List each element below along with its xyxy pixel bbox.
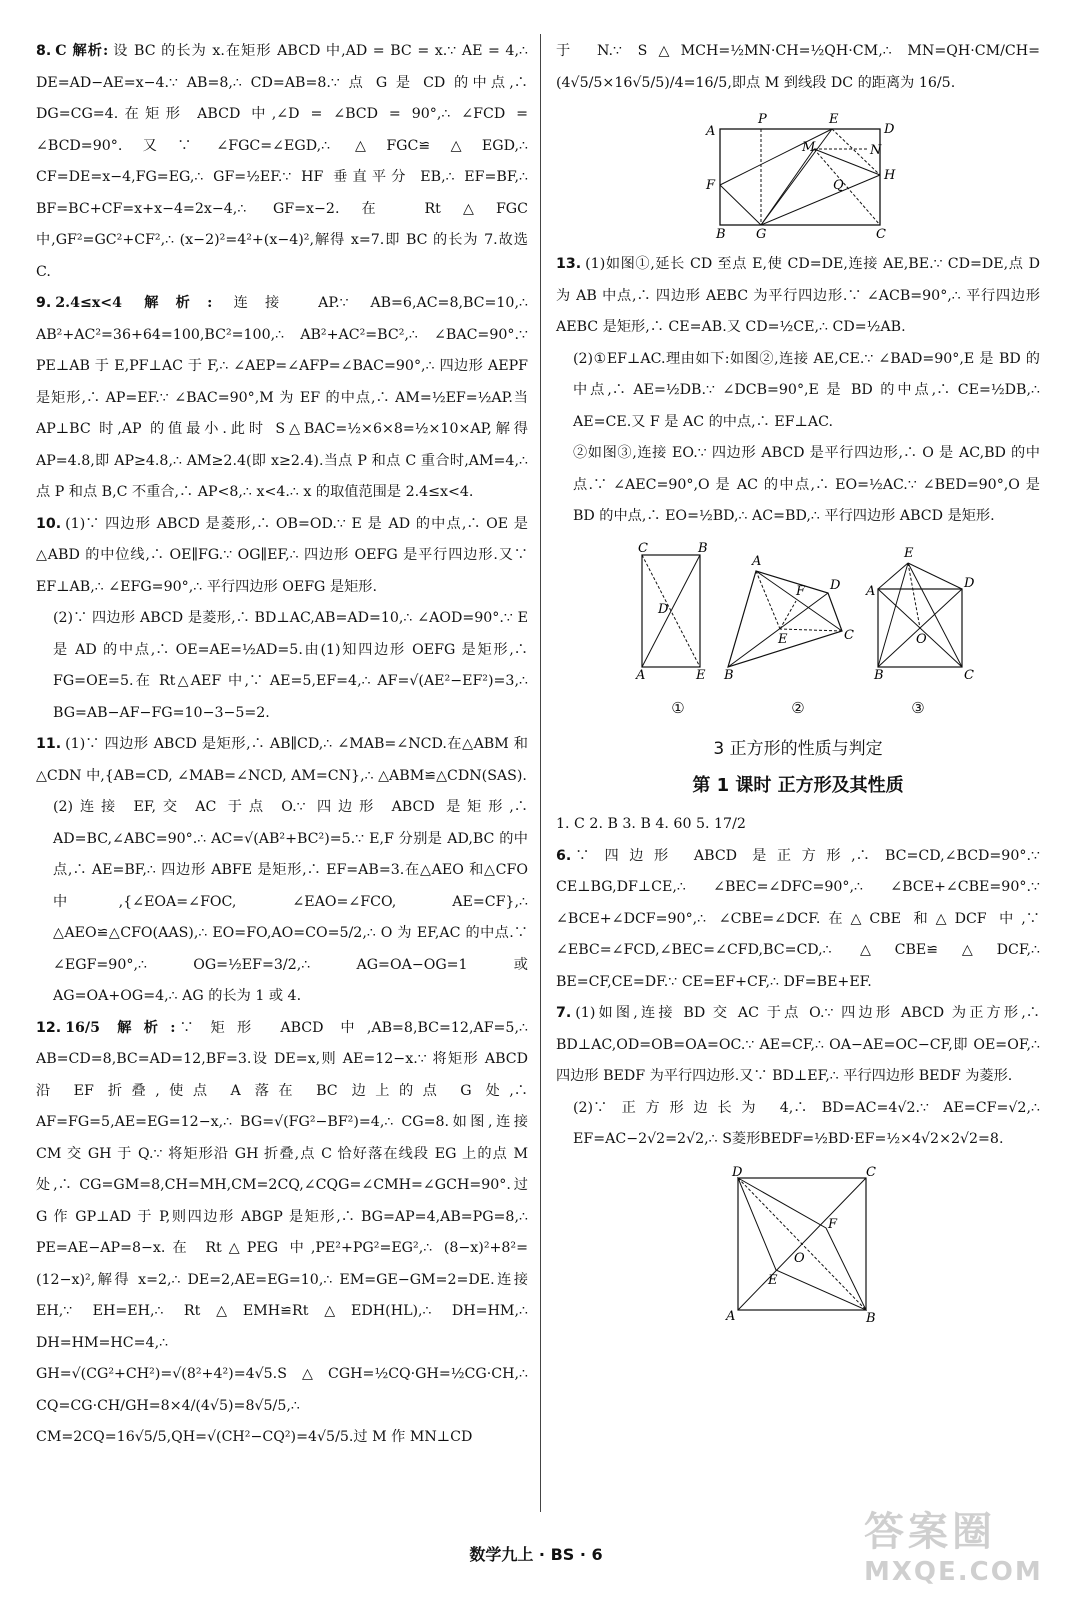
label-c: C bbox=[964, 667, 974, 683]
label-a: A bbox=[706, 124, 716, 139]
label-f: F bbox=[796, 583, 806, 599]
label-n: N bbox=[870, 143, 882, 158]
answer-tag: 2.4≤x<4 解析: bbox=[55, 295, 213, 311]
label-g: G bbox=[756, 227, 767, 242]
label-c: C bbox=[876, 227, 886, 242]
label-d: D bbox=[658, 601, 669, 617]
item-number: 8. bbox=[36, 43, 52, 59]
three-quadrilateral-diagrams bbox=[628, 540, 975, 693]
figure-q12 bbox=[556, 109, 1040, 242]
answer-6 bbox=[556, 841, 1040, 999]
answer-text: 设 BC 的长为 x.在矩形 ABCD 中,AD = BC = x.∵ AE = 4,∴ DE=AD−AE=x−4.∵ AB=8,∴ CD=AB=8.∵ 点 G 是 CD 的中点,∴ DG=CG=4.在矩形 ABCD 中,∠D = ∠BCD = 90°,∴ ∠FCD = ∠BCD=90°.又∵ ∠FGC=∠EGD,∴ △FGC≌△EGD,∴ CF=DE=x−4,FG=EG,∴ GF=½EF.∵ HF 垂直平分 EB,∴ EF=BF,∴ BF=BC+CF=x+x−4=2x−4,∴ GF=x−2.在 Rt△FGC 中,GF²=GC²+CF²,∴ (x−2)²=4²+(x−4)²,解得 x=7.即 BC 的长为 7.故选 C. bbox=[36, 43, 528, 280]
label-e: E bbox=[829, 112, 839, 127]
label-h: H bbox=[884, 168, 896, 183]
page-footer: 数学九上 · BS · 6 bbox=[469, 1545, 603, 1564]
answer-text: ∵ 矩形 ABCD 中,AB=8,BC=12,AF=5,∴ AB=CD=8,BC=AD=12,BF=3.设 DE=x,则 AE=12−x.∵ 将矩形 ABCD 沿 EF 折叠,使点 A 落在 BC 边上的点 G 处,∴ AF=FG=5,AE=EG=12−x,∴ BG=√(FG²−BF²)=4,∴ CG=8.如图,连接 CM 交 GH 于 Q.∵ 将矩形沿 GH 折叠,点 C 恰好落在线段 EG 上的点 M 处,∴ CG=GM=8,CH=MH,CM=2CQ,∠CQG=∠CMH=∠GCH=90°.过 G 作 GP⊥AD 于 P,则四边形 ABGP 是矩形,∴ BG=AP=4,AB=PG=8,∴ PE=AE−AP=8−x.在 Rt△PEG 中,PE²+PG²=EG²,∴ (8−x)²+8²=(12−x)²,解得 x=2,∴ DE=2,AE=EG=10,∴ EM=GE−GM=2=DE.连接 EH,∵ EH=EH,∴ Rt△EMH≌Rt△EDH(HL),∴ DH=HM,∴ DH=HM=HC=4,∴ GH=√(CG²+CH²)=√(8²+4²)=4√5.S△CGH=½CQ·GH=½CG·CH,∴ CQ=CG·CH/GH=8×4/(4√5)=8√5/5,∴ CM=2CQ=16√5/5,QH=√(CH²−CQ²)=4√5/5.过 M 作 MN⊥CD bbox=[36, 1019, 528, 1445]
label-p: P bbox=[758, 112, 767, 127]
answer-text: (2)∵ 正方形边长为 4,∴ BD=AC=4√2.∵ AE=CF=√2,∴ EF=AC−2√2=2√2,∴ S菱形BEDF=½BD·EF=½×4√2×2√2=8. bbox=[573, 1099, 1040, 1147]
answer-7-2 bbox=[556, 1093, 1040, 1156]
section-heading: 3 正方形的性质与判定 bbox=[713, 739, 883, 759]
answer-text: 连接 AP.∵ AB=6,AC=8,BC=10,∴ AB²+AC²=36+64=100,BC²=100,∴ AB²+AC²=BC²,∴ ∠BAC=90°.∵ PE⊥AB 于 E,PF⊥AC 于 F,∴ ∠AEP=∠AFP=∠BAC=90°,∴ 四边形 AEPF 是矩形,∴ AP=EF.∵ ∠BAC=90°,M 为 EF 的中点,∴ AM=½EF=½AP.当 AP⊥BC 时,AP 的值最小.此时 S△BAC=½×6×8=½×10×AP,解得 AP=4.8,即 AP≥4.8,∴ AM≥2.4(即 x≥2.4).当点 P 和点 C 重合时,AM=4,∴ 点 P 和点 B,C 不重合,∴ AP<8,∴ x<4.∴ x 的取值范围是 2.4≤x<4. bbox=[36, 295, 528, 500]
label-a: A bbox=[866, 583, 876, 599]
item-number: 13. bbox=[556, 256, 582, 272]
label-a: A bbox=[752, 553, 762, 569]
label-q: Q bbox=[833, 178, 844, 193]
item-number: 10. bbox=[36, 515, 62, 532]
label-m: M bbox=[802, 140, 816, 155]
answer-text: ∵ 四边形 ABCD 是正方形,∴ BC=CD,∠BCD=90°.∵ CE⊥BG,DF⊥CE,∴ ∠BEC=∠DFC=90°,∴ ∠BCE+∠CBE=90°.∵ ∠BCE+∠DCF=90°,∴ ∠CBE=∠DCF.在△CBE 和△DCF 中,∵ ∠EBC=∠FCD,∠BEC=∠CFD,BC=CD,∴ △CBE≌△DCF,∴ BE=CF,CE=DF.∵ CE=EF+CF,∴ DF=BE+EF. bbox=[556, 847, 1040, 990]
answer-10-1 bbox=[36, 509, 528, 604]
right-column bbox=[556, 36, 1040, 1336]
item-number: 11. bbox=[36, 736, 62, 752]
caption-2: ② bbox=[791, 698, 805, 717]
item-number: 9. bbox=[36, 295, 52, 311]
answer-text: 1. C 2. B 3. B 4. 60 5. 17/2 bbox=[556, 816, 746, 832]
watermark-title: 答案圈 bbox=[864, 1509, 996, 1555]
answer-text: (2)①EF⊥AC.理由如下:如图②,连接 AE,CE.∵ ∠BAD=90°,E 是 BD 的中点,∴ AE=½DB.∵ ∠DCB=90°,E 是 BD 的中点,∴ CE=½DB,∴ AE=CE.又 F 是 AC 的中点,∴ EF⊥AC. bbox=[573, 350, 1040, 430]
answer-12-continued bbox=[556, 36, 1040, 99]
column-divider bbox=[540, 34, 541, 1512]
label-b: B bbox=[866, 1310, 876, 1326]
label-c: C bbox=[638, 540, 648, 556]
answer-text: ②如图③,连接 EO.∵ 四边形 ABCD 是平行四边形,∴ O 是 AC,BD 的中点.∵ ∠AEC=90°,O 是 AC 的中点,∴ EO=½AC.∵ ∠BED=90°,O 是 BD 的中点,∴ EO=½BD,∴ AC=BD,∴ 平行四边形 ABCD 是矩形. bbox=[573, 445, 1040, 524]
figure-q7 bbox=[556, 1166, 1040, 1326]
answer-text: (1)如图,连接 BD 交 AC 于点 O.∵ 四边形 ABCD 为正方形,∴ BD⊥AC,OD=OB=OA=OC.∵ AE=CF,∴ OA−AE=OC−CF,即 OE=OF,∴ 四边形 BEDF 为平行四边形.又∵ BD⊥EF,∴ 平行四边形 BEDF 为菱形. bbox=[556, 1005, 1040, 1084]
label-e: E bbox=[768, 1272, 778, 1288]
caption-1: ① bbox=[671, 698, 685, 717]
label-b: B bbox=[716, 227, 726, 242]
answer-text: (2)连接 EF,交 AC 于点 O.∵ 四边形 ABCD 是矩形,∴ AD=BC,∠ABC=90°.∴ AC=√(AB²+BC²)=5.∵ E,F 分别是 AD,BC 的中点,∴ AE=BF,∴ 四边形 ABFE 是矩形,∴ EF=AB=3.在△AEO 和△CFO 中,{∠EOA=∠FOC, ∠EAO=∠FCO, AE=CF},∴ △AEO≌△CFO(AAS),∴ EO=FO,AO=CO=5/2,∴ O 为 EF,AC 的中点.∵ ∠EGF=90°,∴ OG=½EF=3/2,∴ AG=OA−OG=1 或 AG=OA+OG=4,∴ AG 的长为 1 或 4. bbox=[53, 799, 528, 1004]
label-b: B bbox=[698, 540, 708, 556]
label-d: D bbox=[964, 575, 975, 591]
label-d: D bbox=[732, 1164, 743, 1180]
label-o: O bbox=[916, 631, 927, 647]
answer-12 bbox=[36, 1013, 528, 1454]
label-d: D bbox=[830, 577, 841, 593]
label-d: D bbox=[884, 122, 895, 137]
label-f: F bbox=[706, 178, 716, 193]
label-e: E bbox=[778, 631, 788, 647]
figure-captions bbox=[618, 693, 978, 725]
answer-13-2a bbox=[556, 344, 1040, 439]
answer-text: (1)∵ 四边形 ABCD 是矩形,∴ AB∥CD,∴ ∠MAB=∠NCD.在△ABM 和△CDN 中,{AB=CD, ∠MAB=∠NCD, AM=CN},∴ △ABM≌△CDN(SAS). bbox=[36, 736, 528, 784]
label-e: E bbox=[696, 667, 706, 683]
answer-text: (1)∵ 四边形 ABCD 是菱形,∴ OB=OD.∵ E 是 AD 的中点,∴ OE 是△ABD 的中位线,∴ OE∥FG.∵ OG∥EF,∴ 四边形 OEFG 是平行四边形.又∵ EF⊥AB,∴ ∠EFG=90°,∴ 平行四边形 OEFG 是矩形. bbox=[36, 515, 528, 595]
label-c: C bbox=[844, 627, 854, 643]
label-b: B bbox=[874, 667, 884, 683]
item-number: 12. bbox=[36, 1019, 62, 1036]
site-watermark bbox=[864, 1500, 1044, 1590]
label-a: A bbox=[726, 1308, 736, 1324]
item-number: 6. bbox=[556, 847, 572, 864]
answer-11-1 bbox=[36, 729, 528, 792]
rectangle-fold-diagram bbox=[698, 109, 898, 242]
label-o: O bbox=[794, 1250, 805, 1266]
watermark-url: MXQE.COM bbox=[864, 1557, 1043, 1587]
answer-tag: C 解析: bbox=[55, 43, 109, 59]
answer-text: 于 N.∵ S△MCH=½MN·CH=½QH·CM,∴ MN=QH·CM/CH=(4√5/5×16√5/5)/4=16/5,即点 M 到线段 DC 的距离为 16/5. bbox=[556, 43, 1040, 91]
left-column bbox=[36, 36, 528, 1454]
figure-q13 bbox=[556, 540, 1040, 725]
answer-9 bbox=[36, 288, 528, 509]
answer-10-2 bbox=[36, 603, 528, 729]
answer-13-1 bbox=[556, 249, 1040, 344]
answer-11-2 bbox=[36, 792, 528, 1013]
label-c: C bbox=[866, 1164, 876, 1180]
label-b: B bbox=[724, 667, 734, 683]
answer-13-2b bbox=[556, 438, 1040, 533]
answer-text: (1)如图①,延长 CD 至点 E,使 CD=DE,连接 AE,BE.∵ CD=DE,点 D 为 AB 中点,∴ 四边形 AEBC 为平行四边形.∵ ∠ACB=90°,∴ 平行四边形 AEBC 是矩形,∴ CE=AB.又 CD=½CE,∴ CD=½AB. bbox=[556, 256, 1040, 335]
label-f: F bbox=[828, 1216, 838, 1232]
caption-3: ③ bbox=[911, 698, 925, 717]
answer-tag: 16/5 解析: bbox=[65, 1019, 176, 1036]
answer-8 bbox=[36, 36, 528, 288]
label-e: E bbox=[904, 545, 914, 561]
label-a: A bbox=[636, 667, 646, 683]
item-number: 7. bbox=[556, 1005, 572, 1021]
answer-7-1 bbox=[556, 998, 1040, 1093]
answer-text: (2)∵ 四边形 ABCD 是菱形,∴ BD⊥AC,AB=AD=10,∴ ∠AOD=90°.∵ E 是 AD 的中点,∴ OE=AE=½AD=5.由(1)知四边形 OEFG 是矩形,∴ FG=OE=5.在 Rt△AEF 中,∵ AE=5,EF=4,∴ AF=√(AE²−EF²)=3,∴ BG=AB−AF−FG=10−3−5=2. bbox=[53, 610, 528, 721]
square-rhombus-diagram bbox=[718, 1166, 878, 1326]
quick-answers bbox=[556, 809, 1040, 841]
lesson-heading: 第 1 课时 正方形及其性质 bbox=[692, 774, 904, 796]
